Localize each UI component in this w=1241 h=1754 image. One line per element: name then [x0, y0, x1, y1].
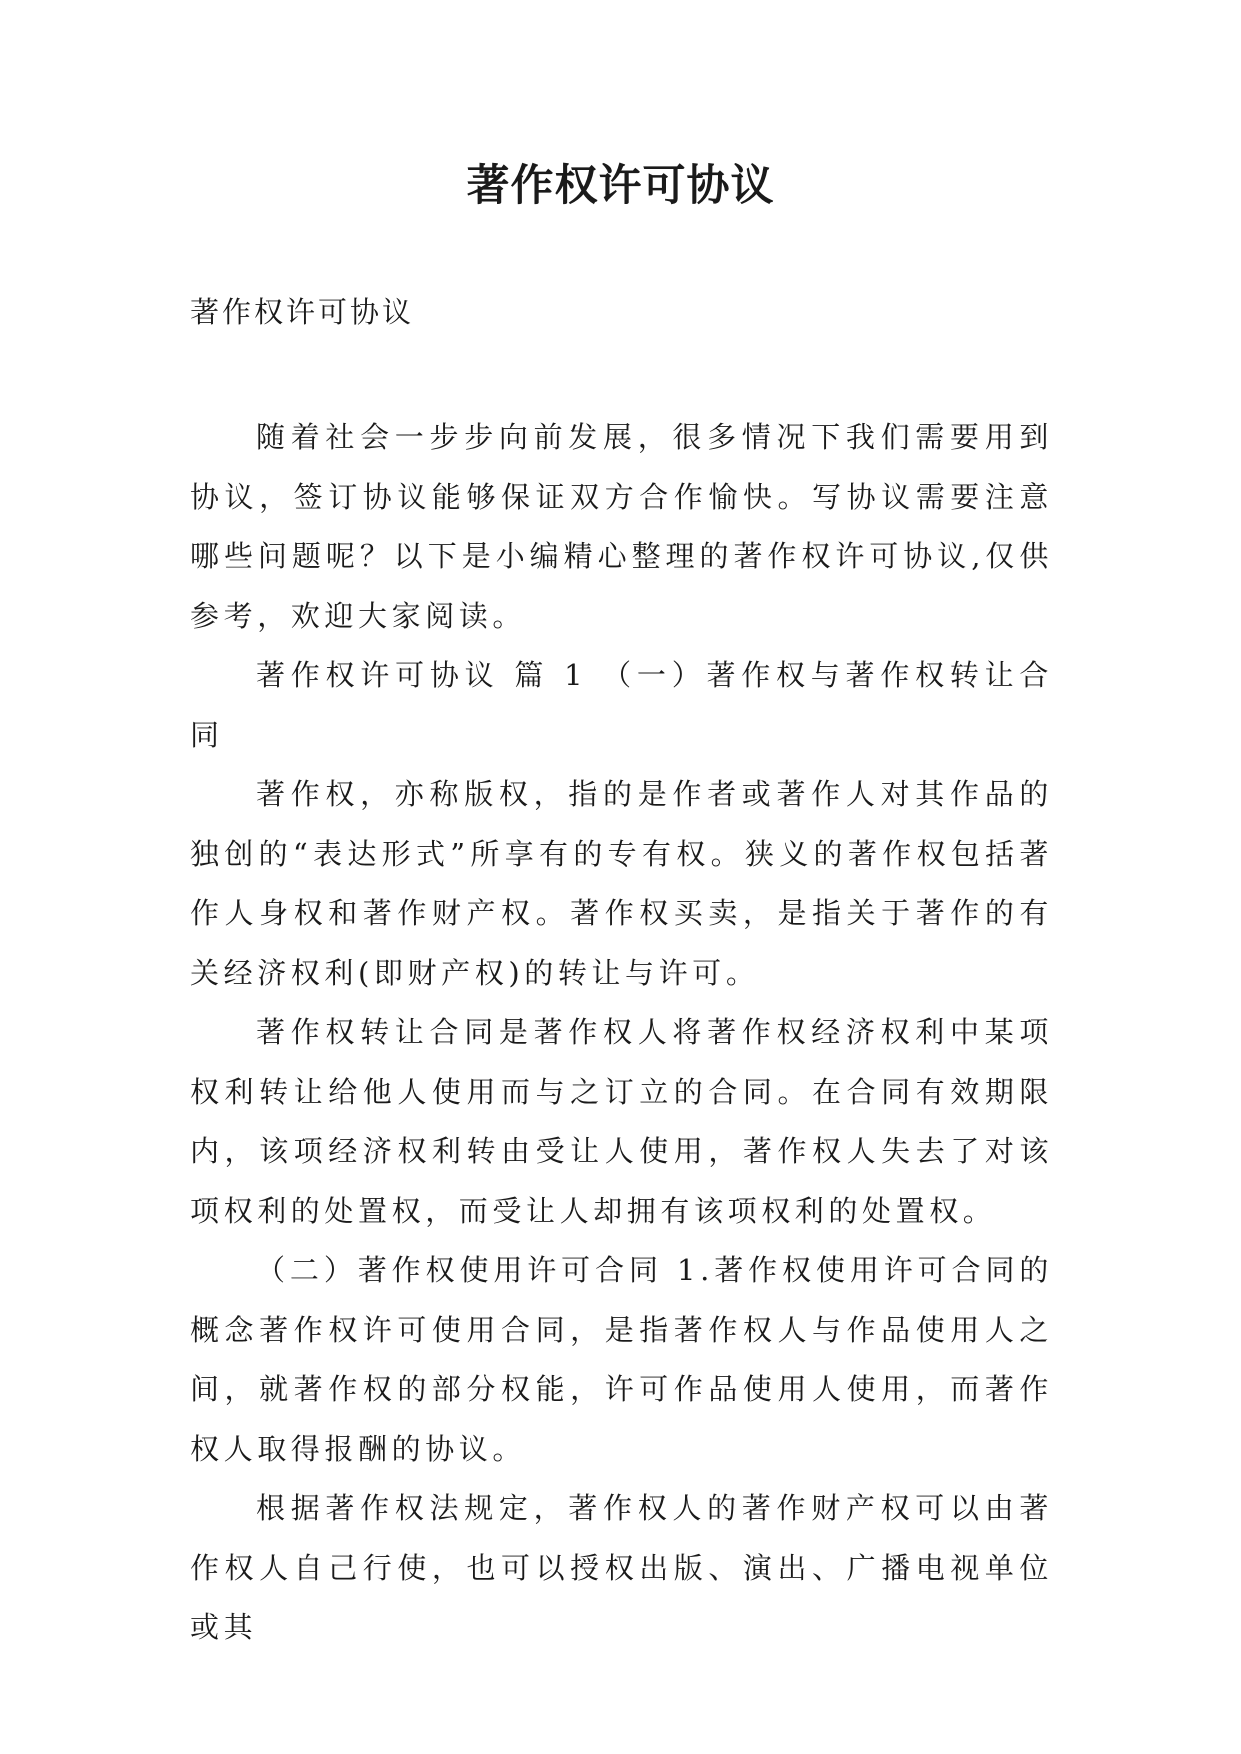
paragraph-legal-provisions: 根据著作权法规定，著作权人的著作财产权可以由著作权人自己行使，也可以授权出版、演出、广播电视单位或其: [190, 1491, 1053, 1644]
paragraph-copyright-definition: 著作权，亦称版权，指的是作者或著作人对其作品的独创的“表达形式”所享有的专有权。狭义的著作权包括著作人身权和著作财产权。著作权买卖，是指关于著作的有关经济权利(即财产权)的转让与许可。: [190, 777, 1053, 990]
document-subtitle: 著作权许可协议: [190, 295, 415, 329]
paragraph-license-contract: （二）著作权使用许可合同 1.著作权使用许可合同的概念著作权许可使用合同，是指著作权人与作品使用人之间，就著作权的部分权能，许可作品使用人使用，而著作权人取得报酬的协议。: [190, 1253, 1053, 1466]
paragraph-intro: 随着社会一步步向前发展，很多情况下我们需要用到协议，签订协议能够保证双方合作愉快。写协议需要注意哪些问题呢？以下是小编精心整理的著作权许可协议,仅供参考，欢迎大家阅读。: [190, 420, 1053, 633]
paragraph-transfer-contract: 著作权转让合同是著作权人将著作权经济权利中某项权利转让给他人使用而与之订立的合同。在合同有效期限内，该项经济权利转由受让人使用，著作权人失去了对该项权利的处置权，而受让人却拥有该项权利的处置权。: [190, 1015, 1053, 1228]
document-body: [190, 408, 1053, 1658]
paragraph-section-1-heading: 著作权许可协议 篇 1 （一）著作权与著作权转让合同: [190, 658, 1053, 752]
document-title: 著作权许可协议: [466, 161, 775, 211]
